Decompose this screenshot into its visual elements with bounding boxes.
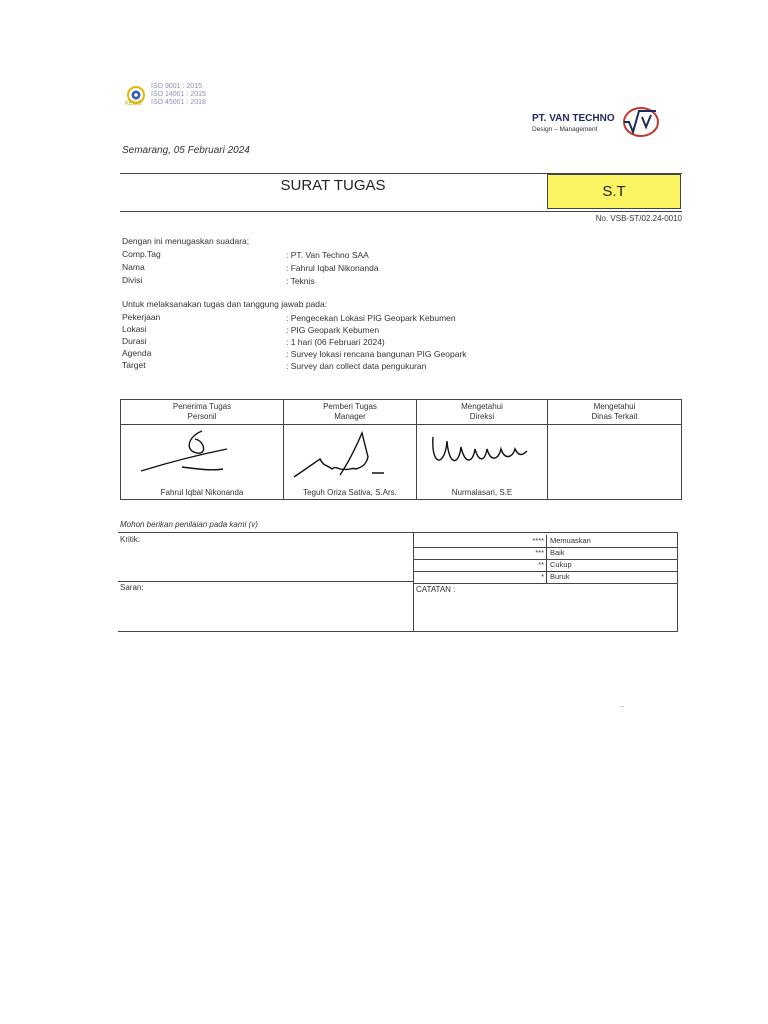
van-techno-logo-icon [620,105,660,139]
evaluation-section [118,532,678,632]
signature-header-pemberi [284,400,417,425]
signature-header-dinas [548,400,682,425]
field-value-agenda: : Survey lokasi rencana bangunan PIG Geopark [286,349,467,359]
field-value-lokasi: : PIG Geopark Kebumen [286,325,380,335]
assignee-intro: Dengan ini menugaskan suadara; [122,236,250,246]
document-code-box [547,174,681,209]
rating-stars: * [541,572,544,581]
signature-cell-direksi [417,425,548,500]
rating-stars: **** [532,536,544,545]
signature-role-sub: Personil [187,412,217,421]
signature-name: Teguh Oriza Sativa, S.Ars. [303,488,397,497]
date-line: Semarang, 05 Februari 2024 [122,145,250,156]
signature-header-penerima [121,400,284,425]
document-number: No. VSB-ST/02.24-0010 [595,214,682,223]
field-label-nama: Nama [122,262,145,272]
signature-cell-penerima [121,425,284,500]
signature-role: Mengetahui [593,402,636,411]
rating-caption: Mohon berikan penilaian pada kami (v) [120,520,258,529]
field-value-nama: : Fahrul Iqbal Nikonanda [286,263,379,273]
field-value-divisi: : Teknis [286,276,315,286]
document-code: S.T [602,183,626,200]
signature-drawing [127,427,247,479]
field-label-durasi: Durasi [122,336,147,346]
task-intro: Untuk melaksanakan tugas dan tanggung jawab pada: [122,299,328,309]
rating-stars: ** [538,560,544,569]
iso-line: ISO 9001 : 2015 [151,83,202,90]
signature-role-sub: Direksi [469,412,495,421]
catatan-label: CATATAN : [416,585,456,594]
signature-drawing [290,427,410,487]
signature-name: Nurmalasari, S.E [451,488,513,497]
field-label-agenda: Agenda [122,348,152,358]
signature-role-sub: Dinas Terkait [591,412,638,421]
signature-role-sub: Manager [334,412,366,421]
field-value-durasi: : 1 hari (06 Februari 2024) [286,337,385,347]
company-name: PT. VAN TECHNO [532,113,615,124]
signature-drawing [423,427,543,479]
signature-table [120,399,682,500]
saran-label: Saran: [120,583,144,592]
iso-standards [151,83,206,107]
document-title: SURAT TUGAS [280,177,386,194]
signature-role: Penerima Tugas [172,402,232,411]
field-label-comp-tag: Comp.Tag [122,249,161,259]
signature-role: Pemberi Tugas [323,402,377,411]
field-label-target: Target [122,360,146,370]
field-value-pekerjaan: : Pengecekan Lokasi PIG Geopark Kebumen [286,313,456,323]
scan-speck [620,706,624,707]
iso-line: ISO 14001 : 2015 [151,91,206,98]
company-tagline: Design – Management [532,126,598,133]
signature-cell-dinas [548,425,682,500]
field-label-lokasi: Lokasi [122,324,147,334]
field-value-comp-tag: : PT. Van Techno SAA [286,250,369,260]
signature-cell-pemberi [284,425,417,500]
rating-label: Memuaskan [550,536,591,545]
iso-line: ISO 45001 : 2018 [151,99,206,106]
iso-tag: KEGS [125,101,142,107]
rating-label: Baik [550,548,565,557]
field-value-target: : Survey dan collect data pengukuran [286,361,427,371]
field-label-pekerjaan: Pekerjaan [122,312,161,322]
signature-role: Mengetahui [461,402,503,411]
field-label-divisi: Divisi [122,275,143,285]
signature-header-direksi [417,400,548,425]
rating-label: Buruk [550,572,570,581]
signature-name: Fahrul Iqbal Nikonanda [160,488,244,497]
rating-option-buruk[interactable] [414,571,678,584]
rating-stars: *** [535,548,544,557]
kritik-label: Kritik: [120,535,140,544]
rating-label: Cukup [550,560,572,569]
